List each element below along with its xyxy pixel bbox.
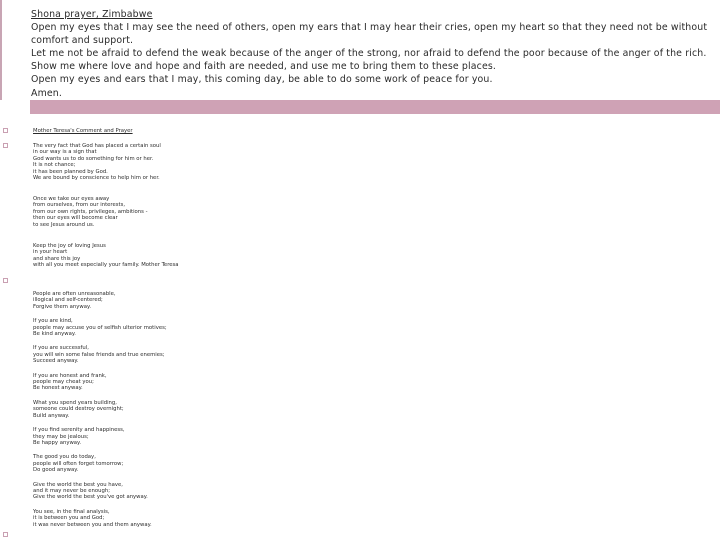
divider-band-cap bbox=[0, 100, 30, 114]
text-line: Give the world the best you have, bbox=[33, 481, 123, 488]
section-divider-band bbox=[0, 100, 720, 114]
left-accent-rule bbox=[0, 0, 2, 110]
text-line: If you are kind, bbox=[33, 318, 73, 325]
text-line: and it may never be enough; bbox=[33, 487, 110, 494]
text-line: in our way is a sign that bbox=[33, 149, 97, 156]
prayer-title: Shona prayer, Zimbabwe bbox=[31, 9, 153, 20]
text-line: If you are honest and frank, bbox=[33, 372, 107, 379]
text-line: Once we take our eyes away bbox=[33, 196, 110, 202]
text-line: God wants us to do something for him or her. bbox=[33, 155, 154, 162]
text-line: Do good anyway. bbox=[33, 467, 79, 474]
text-line: they may be jealous; bbox=[33, 433, 89, 440]
bullet-square-icon bbox=[3, 278, 8, 283]
text-line: Be kind anyway. bbox=[33, 331, 76, 338]
text-line: Forgive them anyway. bbox=[33, 303, 92, 310]
text-line: Be happy anyway. bbox=[33, 439, 82, 446]
bullet-square-icon bbox=[3, 128, 8, 133]
text-line: Be honest anyway. bbox=[33, 385, 83, 392]
text-line: Give the world the best you've got anyway. bbox=[33, 494, 148, 501]
text-line: it is between you and God; bbox=[33, 515, 105, 522]
text-line: from our own rights, privileges, ambitions - bbox=[33, 208, 148, 215]
poem-stanza bbox=[33, 400, 433, 419]
text-line: illogical and self-centered; bbox=[33, 297, 103, 304]
prayer-line: Open my eyes that I may see the need of others, open my ears that I may hear their cries, open my heart so that they need not be without comfort and support. bbox=[31, 22, 708, 47]
text-line: from ourselves, from our interests, bbox=[33, 202, 126, 209]
poem-stanza bbox=[33, 482, 433, 501]
anyway-poem bbox=[33, 291, 433, 528]
text-line: people may cheat you; bbox=[33, 379, 94, 386]
shona-prayer-block bbox=[31, 8, 711, 100]
poem-stanza bbox=[33, 291, 433, 310]
text-line: Keep the joy of loving Jesus bbox=[33, 243, 106, 249]
bullet-square-icon bbox=[3, 532, 8, 537]
teresa-paragraph-2 bbox=[33, 196, 433, 228]
poem-stanza bbox=[33, 509, 433, 528]
text-line: The very fact that God has placed a certain soul bbox=[33, 143, 161, 149]
text-line: The good you do today, bbox=[33, 454, 96, 461]
prayer-amen: Amen. bbox=[31, 87, 62, 99]
text-line: You see, in the final analysis, bbox=[33, 508, 110, 515]
text-line: you will win some false friends and true enemies; bbox=[33, 351, 165, 358]
poem-stanza bbox=[33, 373, 433, 392]
prayer-line: Let me not be afraid to defend the weak because of the anger of the strong, nor afraid to defend the poor because of the anger of the rich. bbox=[31, 48, 707, 60]
text-line: it has been planned by God. bbox=[33, 168, 108, 175]
text-line: People are often unreasonable, bbox=[33, 291, 116, 297]
prayer-line: Open my eyes and ears that I may, this coming day, be able to do some work of peace for you. bbox=[31, 74, 493, 86]
text-line: If you find serenity and happiness, bbox=[33, 427, 125, 434]
text-line: people may accuse you of selfish ulterior motives; bbox=[33, 324, 167, 331]
section-heading-block bbox=[33, 128, 433, 134]
bullet-square-icon bbox=[3, 143, 8, 148]
text-line: with all you meet especially your family. Mother Teresa bbox=[33, 262, 179, 269]
text-line: Build anyway. bbox=[33, 412, 70, 419]
section-heading: Mother Teresa's Comment and Prayer bbox=[33, 128, 133, 134]
text-line: We are bound by conscience to help him or her. bbox=[33, 175, 160, 182]
text-line: What you spend years building, bbox=[33, 399, 117, 406]
text-line: then our eyes will become clear bbox=[33, 215, 118, 222]
text-line: Succeed anyway. bbox=[33, 358, 79, 365]
text-line: to see Jesus around us. bbox=[33, 221, 95, 228]
poem-stanza bbox=[33, 345, 433, 364]
text-line: If you are successful, bbox=[33, 345, 89, 352]
text-line: someone could destroy overnight; bbox=[33, 406, 124, 413]
teresa-paragraph-1 bbox=[33, 143, 433, 181]
text-line: it was never between you and them anyway. bbox=[33, 521, 152, 528]
text-line: and share this joy bbox=[33, 255, 81, 262]
poem-stanza bbox=[33, 318, 433, 337]
prayer-line: Show me where love and hope and faith are needed, and use me to bring them to these places. bbox=[31, 61, 497, 73]
teresa-paragraph-3 bbox=[33, 243, 433, 269]
poem-stanza bbox=[33, 454, 433, 473]
text-line: It is not chance; bbox=[33, 162, 76, 169]
text-line: people will often forget tomorrow; bbox=[33, 460, 124, 467]
text-line: in your heart bbox=[33, 249, 68, 256]
poem-stanza bbox=[33, 427, 433, 446]
